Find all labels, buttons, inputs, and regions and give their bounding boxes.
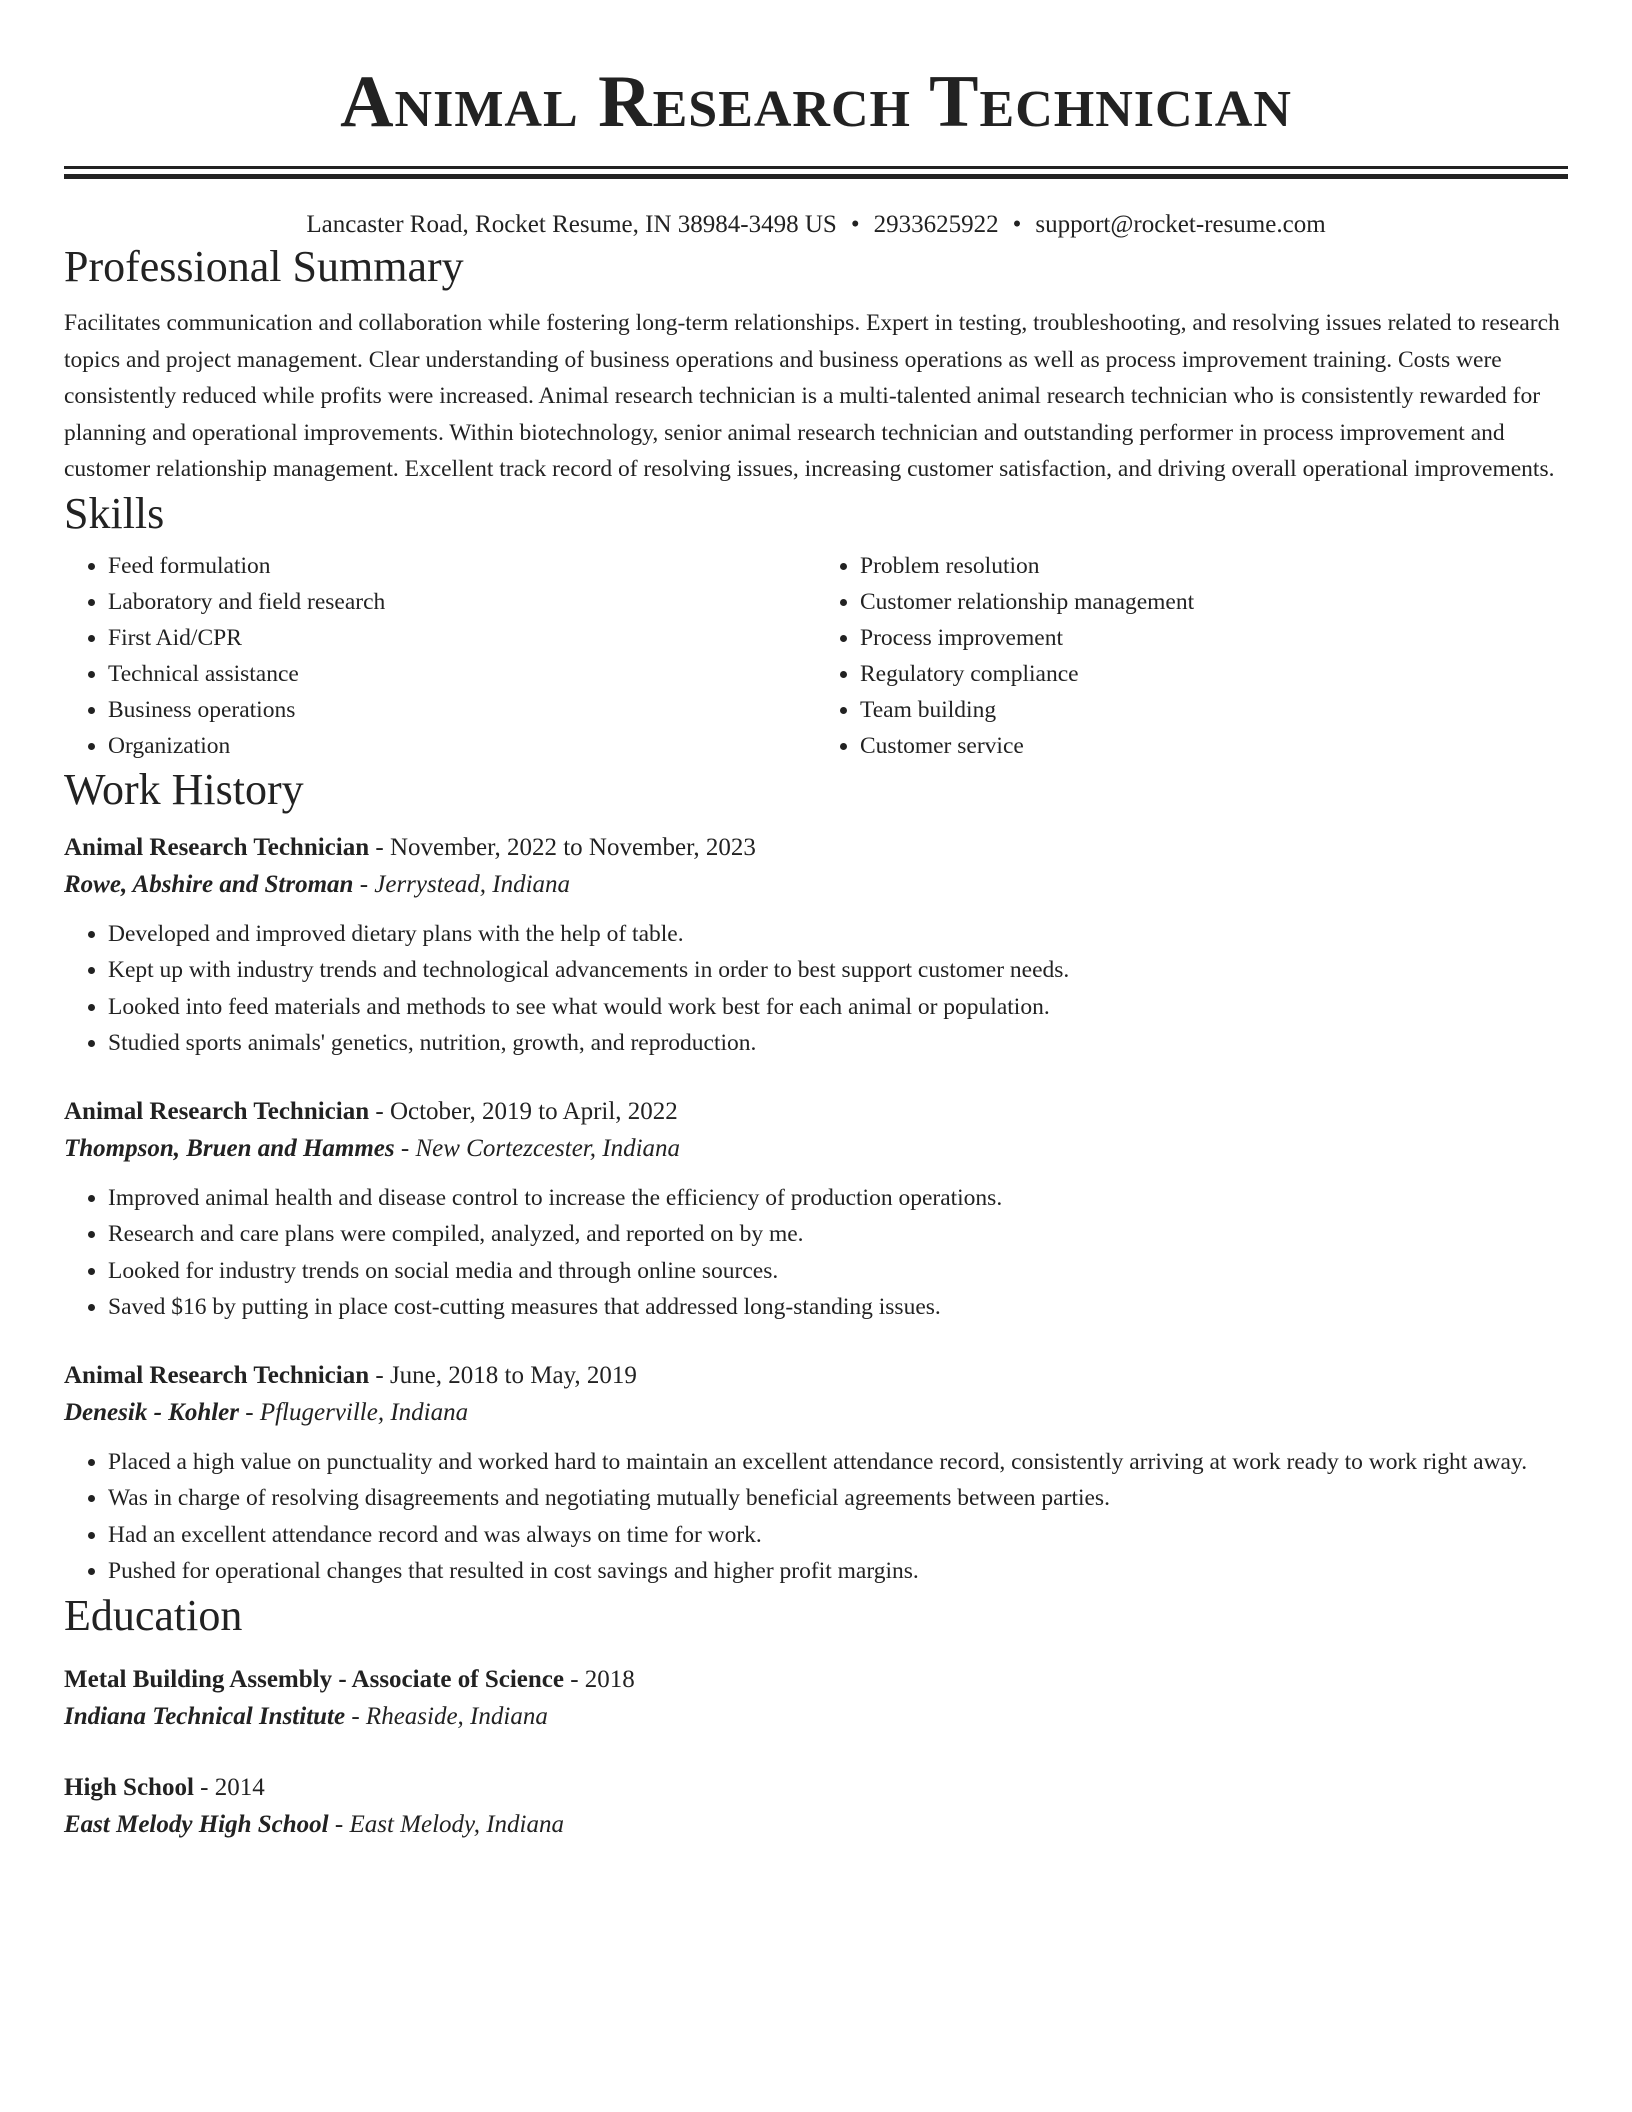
job-bullet: • Looked into feed materials and methods to see what would work best for each animal or population. — [108, 989, 1568, 1026]
job-dates: - October, 2019 to April, 2022 — [369, 1097, 678, 1125]
skill-item: • Customer relationship management — [860, 584, 1568, 620]
contact-email: support@rocket-resume.com — [1035, 211, 1326, 238]
title-divider-thin — [64, 166, 1568, 169]
skill-item: • Regulatory compliance — [860, 656, 1568, 692]
education-degree: High School — [64, 1773, 194, 1801]
skills-column-right — [816, 548, 1568, 764]
title-divider-thick — [64, 174, 1568, 179]
skill-item: • Process improvement — [860, 620, 1568, 656]
contact-address: Lancaster Road, Rocket Resume, IN 38984-3498 US — [306, 211, 837, 238]
education-location: - Rheaside, Indiana — [345, 1702, 548, 1730]
education-entry — [64, 1662, 1568, 1736]
job-bullet: • Kept up with industry trends and technological advancements in order to best support customer needs. — [108, 952, 1568, 989]
job-bullets — [64, 1444, 1568, 1590]
job-company-line — [64, 866, 1568, 904]
job-bullet: • Was in charge of resolving disagreements and negotiating mutually beneficial agreements between parties. — [108, 1480, 1568, 1517]
skills-list — [64, 548, 1568, 764]
job-bullet: • Pushed for operational changes that resulted in cost savings and higher profit margins. — [108, 1553, 1568, 1590]
job-role: Animal Research Technician — [64, 1361, 370, 1389]
education-school-line — [64, 1806, 1568, 1844]
education-location: - East Melody, Indiana — [328, 1810, 565, 1838]
education-degree: Metal Building Assembly - Associate of Science — [64, 1665, 564, 1693]
job-bullet: • Improved animal health and disease control to increase the efficiency of production operations. — [108, 1180, 1568, 1217]
job-bullets — [64, 1180, 1568, 1326]
skill-item: • Customer service — [860, 728, 1568, 764]
education-school: Indiana Technical Institute — [64, 1702, 346, 1730]
summary-text: Facilitates communication and collaboration while fostering long-term relationships. Expert in testing, troubleshooting, and resolving issues related to research topics and project management. Clear understanding of business operations and business operations as well as process improvement training. Costs were consistently reduced while profits were increased. Animal research technician is a multi-talented animal research technician who is consistently rewarded for planning and operational improvements. Within biotechnology, senior animal research technician and outstanding performer in process improvement and customer relationship management. Excellent track record of resolving issues, increasing customer satisfaction, and driving overall operational improvements. — [64, 310, 1560, 482]
skill-item: • Organization — [108, 728, 816, 764]
job-entry — [64, 1358, 1568, 1590]
job-bullet: • Research and care plans were compiled, analyzed, and reported on by me. — [108, 1216, 1568, 1253]
education-year: - 2014 — [193, 1773, 265, 1801]
education-header — [64, 1770, 1568, 1806]
education-school: East Melody High School — [64, 1810, 329, 1838]
job-header — [64, 1094, 1568, 1130]
job-bullet: • Saved $16 by putting in place cost-cutting measures that addressed long-standing issues. — [108, 1289, 1568, 1326]
job-header — [64, 1358, 1568, 1394]
education-school-line — [64, 1698, 1568, 1736]
skill-item: • Problem resolution — [860, 548, 1568, 584]
education-header — [64, 1662, 1568, 1698]
job-bullet: • Developed and improved dietary plans with the help of table. — [108, 916, 1568, 953]
summary-heading: Professional Summary — [64, 242, 464, 291]
skills-heading: Skills — [64, 488, 165, 538]
job-company-line — [64, 1130, 1568, 1168]
job-bullets — [64, 916, 1568, 1062]
job-dates: - November, 2022 to November, 2023 — [369, 833, 756, 861]
contact-line — [64, 209, 1568, 241]
job-location: - Pflugerville, Indiana — [239, 1398, 469, 1426]
skill-item: • Laboratory and field research — [108, 584, 816, 620]
skill-item: • Feed formulation — [108, 548, 816, 584]
contact-phone: 2933625922 — [873, 211, 999, 238]
skill-item: • Technical assistance — [108, 656, 816, 692]
skill-item: • Team building — [860, 692, 1568, 728]
job-bullet: • Looked for industry trends on social media and through online sources. — [108, 1253, 1568, 1290]
education-year: - 2018 — [563, 1665, 635, 1693]
resume-page — [64, 0, 1568, 1844]
job-role: Animal Research Technician — [64, 833, 370, 861]
job-bullet: • Had an excellent attendance record and was always on time for work. — [108, 1517, 1568, 1554]
job-bullet: • Studied sports animals' genetics, nutrition, growth, and reproduction. — [108, 1025, 1568, 1062]
job-entry — [64, 1094, 1568, 1326]
work-history-heading: Work History — [64, 764, 304, 814]
resume-title: Animal Research Technician — [340, 61, 1292, 143]
contact-separator: • — [1012, 211, 1022, 238]
job-entry — [64, 830, 1568, 1062]
job-location: - New Cortezcester, Indiana — [394, 1134, 681, 1162]
job-company: Rowe, Abshire and Stroman — [64, 870, 354, 898]
education-entry — [64, 1770, 1568, 1844]
job-company: Denesik - Kohler — [64, 1398, 239, 1426]
job-bullet: • Placed a high value on punctuality and worked hard to maintain an excellent attendance record, consistently arriving at work ready to work right away. — [108, 1444, 1568, 1481]
job-header — [64, 830, 1568, 866]
skill-item: • Business operations — [108, 692, 816, 728]
job-company: Thompson, Bruen and Hammes — [64, 1134, 395, 1162]
job-role: Animal Research Technician — [64, 1097, 370, 1125]
skills-column-left — [64, 548, 816, 764]
job-location: - Jerrystead, Indiana — [353, 870, 571, 898]
job-dates: - June, 2018 to May, 2019 — [369, 1361, 637, 1389]
skill-item: • First Aid/CPR — [108, 620, 816, 656]
education-heading: Education — [64, 1590, 243, 1640]
job-company-line — [64, 1394, 1568, 1432]
contact-separator: • — [850, 211, 860, 238]
